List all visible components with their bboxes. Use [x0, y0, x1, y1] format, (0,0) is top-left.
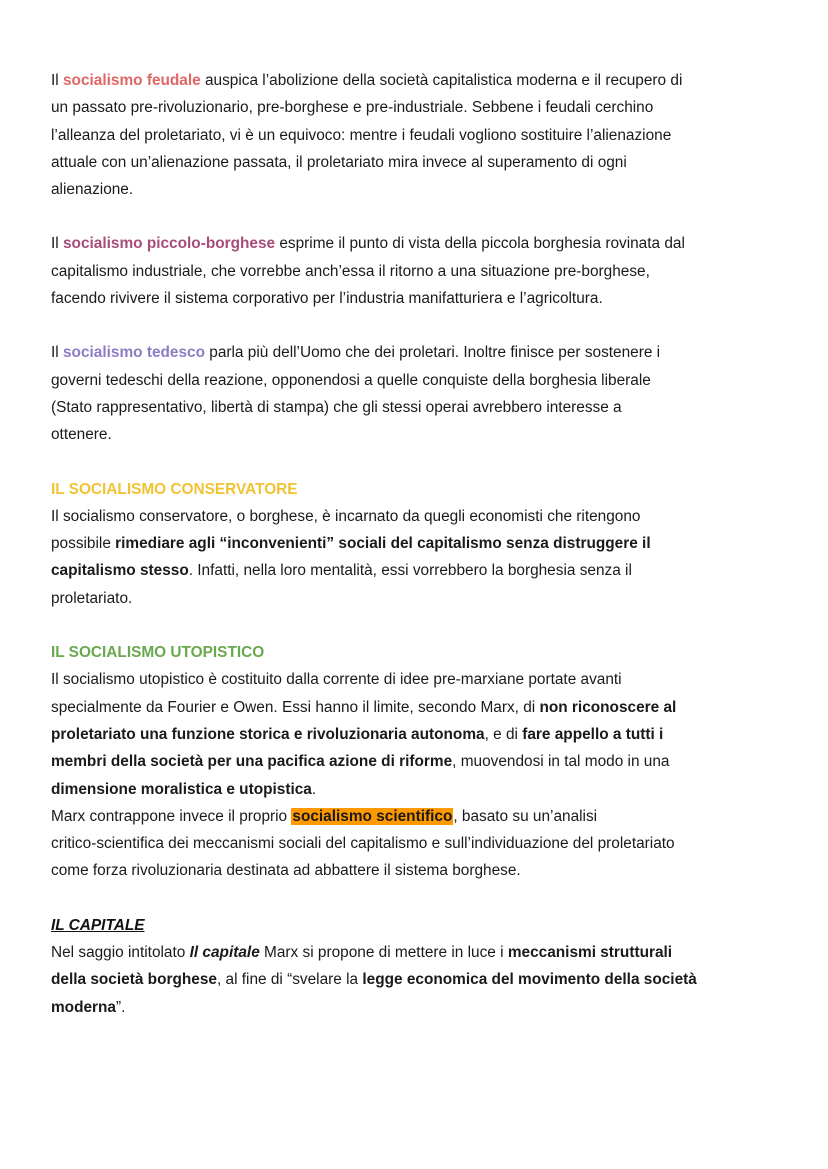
text-line: membri della società per una pacifica azione di riforme, muovendosi in tal modo in una — [51, 753, 670, 771]
heading-il-capitale: IL CAPITALE — [51, 916, 145, 934]
text-line: Il socialismo feudale auspica l’abolizione della società capitalistica moderna e il recupero di — [51, 72, 683, 89]
text-line: dimensione moralistica e utopistica. — [51, 780, 317, 798]
text-line: capitalismo stesso. Infatti, nella loro mentalità, essi vorrebbero la borghesia senza il — [51, 562, 632, 580]
text-line: facendo rivivere il sistema corporativo per l’industria manifatturiera e l’agricoltura. — [51, 290, 603, 308]
text-line: alienazione. — [51, 181, 134, 199]
text-line: l’alleanza del proletariato, vi è un equivoco: mentre i feudali vogliono sostituire l’alienazione — [51, 126, 672, 144]
text-line: attuale con un’alienazione passata, il proletariato mira invece al superamento di ogni — [51, 153, 627, 171]
term-socialismo-tedesco: socialismo tedesco — [62, 344, 205, 362]
text-line: proletariato una funzione storica e rivoluzionaria autonoma, e di fare appello a tutti i — [51, 725, 664, 743]
text-line: (Stato rappresentativo, libertà di stampa) che gli stessi operai avrebbero interesse a — [51, 398, 622, 416]
text-line: come forza rivoluzionaria destinata ad abbattere il sistema borghese. — [51, 862, 521, 880]
text-line: capitalismo industriale, che vorrebbe anch’essa il ritorno a una situazione pre-borghese, — [51, 262, 650, 280]
text-line: specialmente da Fourier e Owen. Essi hanno il limite, secondo Marx, di non riconoscere al — [51, 698, 677, 716]
heading-socialismo-utopistico: IL SOCIALISMO UTOPISTICO — [51, 644, 265, 662]
heading-socialismo-conservatore: IL SOCIALISMO CONSERVATORE — [51, 480, 298, 498]
text-line: ottenere. — [51, 426, 112, 444]
text-line: un passato pre-rivoluzionario, pre-borghese e pre-industriale. Sebbene i feudali cerchino — [51, 99, 654, 117]
section-il-capitale — [51, 912, 786, 1021]
text-line: della società borghese, al fine di “svelare la legge economica del movimento della società — [51, 971, 697, 989]
text-line: critico-scientifica dei meccanismi sociali del capitalismo e sull’individuazione del proletariato — [51, 835, 675, 853]
paragraph-socialismo-tedesco — [51, 339, 786, 448]
text-line: governi tedeschi della reazione, opponendosi a quelle conquiste della borghesia liberale — [51, 371, 651, 389]
text-line: Il socialismo tedesco parla più dell’Uomo che dei proletari. Inoltre finisce per sostenere i — [51, 344, 661, 362]
term-socialismo-feudale: socialismo feudale — [62, 72, 201, 89]
paragraph-socialismo-feudale — [51, 67, 786, 203]
highlight-socialismo-scientifico: socialismo scientifico — [292, 807, 453, 825]
text-line: Il socialismo conservatore, o borghese, è incarnato da quegli economisti che ritengono — [51, 507, 641, 525]
document-page — [51, 67, 786, 1021]
section-socialismo-utopistico — [51, 639, 786, 885]
text-line: Marx contrappone invece il proprio socialismo scientifico, basato su un’analisi — [51, 807, 598, 825]
text-line: moderna”. — [51, 998, 126, 1016]
text-line: proletariato. — [51, 589, 133, 607]
section-socialismo-conservatore — [51, 476, 786, 612]
term-socialismo-piccolo-borghese: socialismo piccolo-borghese — [62, 235, 276, 253]
text-line: Il socialismo piccolo-borghese esprime il punto di vista della piccola borghesia rovinata dal — [51, 235, 685, 253]
text-line: Nel saggio intitolato Il capitale Marx si propone di mettere in luce i meccanismi strutturali — [51, 944, 673, 962]
text-line: Il socialismo utopistico è costituito dalla corrente di idee pre-marxiane portate avanti — [51, 671, 622, 689]
text-line: possibile rimediare agli “inconvenienti” sociali del capitalismo senza distruggere il — [51, 535, 651, 553]
paragraph-socialismo-piccolo-borghese — [51, 230, 786, 312]
book-title: Il capitale — [189, 944, 260, 962]
